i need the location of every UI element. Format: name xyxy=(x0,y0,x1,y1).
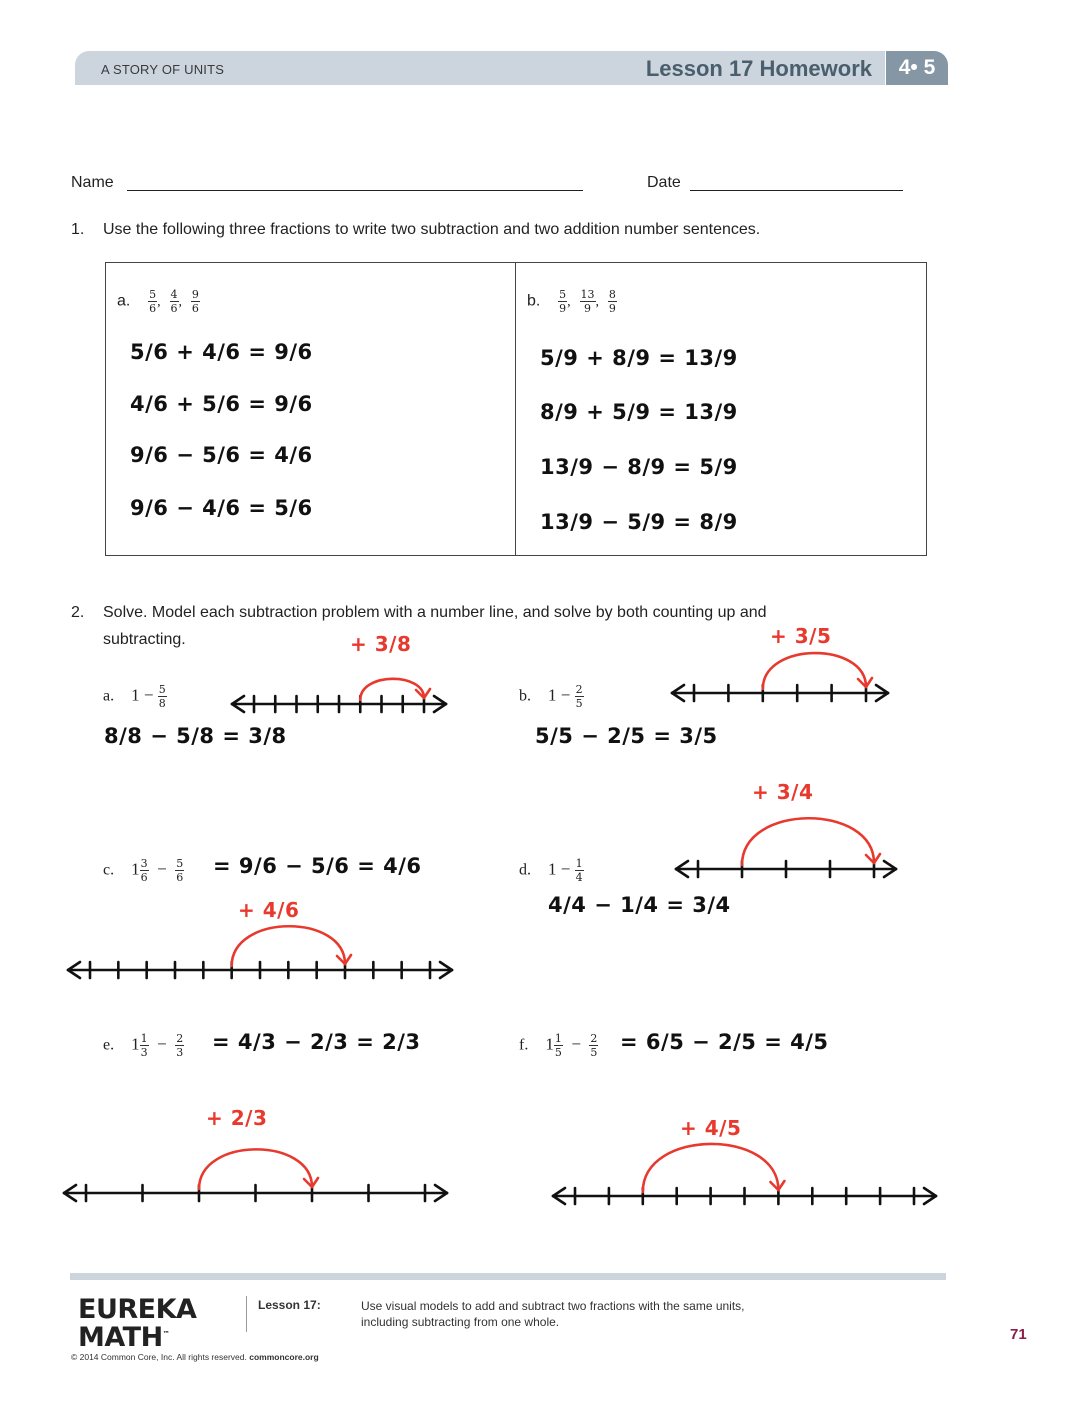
number-line-2c-arrow-left xyxy=(68,970,80,978)
date-label: Date xyxy=(647,174,681,191)
number-line-2b-arrow-right xyxy=(876,693,888,701)
number-line-2b-jump-arrowhead xyxy=(858,679,866,687)
number-line-2e-jump-arrowhead xyxy=(312,1178,318,1187)
hw-1b-line1: 5/9 + 8/9 = 13/9 xyxy=(540,346,738,370)
number-line-2e-arrow-left xyxy=(64,1193,76,1201)
hw-2f-answer: = 6/5 − 2/5 = 4/5 xyxy=(620,1030,829,1054)
footer-lesson-description: Use visual models to add and subtract two fractions with the same units, including subtracting from one whole. xyxy=(361,1299,745,1329)
problem2-instruction-2: subtracting. xyxy=(103,631,186,648)
hw-1a-line1: 5/6 + 4/6 = 9/6 xyxy=(130,340,313,364)
part-a-label: a. xyxy=(117,292,131,310)
problem2e-expression: e. 1 $\frac{1}{3}$ − $\frac{2}{3}$ xyxy=(103,1032,184,1059)
number-line-2c-jump-arc xyxy=(232,926,345,966)
number-line-2a-arrow-right xyxy=(434,704,446,712)
number-line-2b-jump-arrowhead xyxy=(866,678,872,687)
number-line-2a-jump-arrowhead xyxy=(416,690,424,698)
footer-lesson-label: Lesson 17: xyxy=(258,1298,321,1312)
hw-1b-line2: 8/9 + 5/9 = 13/9 xyxy=(540,400,738,424)
number-line-2d-jump-arrowhead xyxy=(866,855,874,863)
number-line-2b-arrow-left xyxy=(672,693,684,701)
name-field[interactable] xyxy=(127,190,583,191)
number-line-2f-arrow-right xyxy=(924,1188,936,1196)
number-line-2d-arrow-left xyxy=(676,861,688,869)
number-line-2c-arrow-right xyxy=(440,970,452,978)
hw-2c-jump: + 4/6 xyxy=(238,898,300,922)
number-line-2c-arrow-left xyxy=(68,962,80,970)
eureka-math-logo: EUREKA MATH™ xyxy=(78,1294,197,1353)
number-line-2a-jump-arc xyxy=(360,679,424,700)
problem1-instruction: Use the following three fractions to write two subtraction and two addition number sentences. xyxy=(103,221,761,238)
hw-2d-answer: 4/4 − 1/4 = 3/4 xyxy=(548,893,731,917)
number-line-2f-arrow-right xyxy=(924,1196,936,1204)
hw-2f-jump: + 4/5 xyxy=(680,1116,742,1140)
number-line-2b-arrow-left xyxy=(672,685,684,693)
page-number: 71 xyxy=(1010,1326,1027,1343)
number-line-2e-arrow-right xyxy=(435,1193,447,1201)
number-line-2c-jump-arrowhead xyxy=(345,955,351,964)
hw-1a-line2: 4/6 + 5/6 = 9/6 xyxy=(130,392,313,416)
hw-1a-line4: 9/6 − 4/6 = 5/6 xyxy=(130,496,313,520)
number-line-2d-arrow-left xyxy=(676,869,688,877)
hw-1b-line4: 13/9 − 5/9 = 8/9 xyxy=(540,510,738,534)
problem2d-expression: d. 1 − $\frac{1}{4}$ xyxy=(519,857,583,884)
number-line-2d-jump-arrowhead xyxy=(874,854,880,863)
date-field[interactable] xyxy=(690,190,903,191)
number-line-2f-arrow-left xyxy=(553,1188,565,1196)
number-line-2e-arrow-left xyxy=(64,1185,76,1193)
number-line-2a-jump-arrowhead xyxy=(424,689,430,698)
copyright: © 2014 Common Core, Inc. All rights reserved. commoncore.org xyxy=(71,1352,319,1362)
number-line-2f-jump-arc xyxy=(643,1144,779,1192)
number-line-2f-jump-arrowhead xyxy=(778,1181,784,1190)
number-line-2d-jump-arc xyxy=(742,818,874,865)
grade-module-badge: 4• 5 xyxy=(886,51,948,85)
lesson-title: Lesson 17 Homework xyxy=(645,56,872,81)
hw-2a-jump: + 3/8 xyxy=(350,632,412,656)
hw-2b-answer: 5/5 − 2/5 = 3/5 xyxy=(535,724,718,748)
number-line-2c-jump-arrowhead xyxy=(337,956,345,964)
problem2a-expression: a. 1 − $\frac{5}{8}$ xyxy=(103,683,166,710)
number-line-2f-jump-arrowhead xyxy=(770,1182,778,1190)
number-line-2d-arrow-right xyxy=(884,861,896,869)
hw-2e-jump: + 2/3 xyxy=(206,1106,268,1130)
number-line-2e-jump-arrowhead xyxy=(304,1179,312,1187)
number-line-2f-arrow-left xyxy=(553,1196,565,1204)
problem1b-fractions: b. $\frac{5}{9}$ , $\frac{13}{9}$ , $\frac{8}{9}$ xyxy=(527,288,616,315)
footer-divider xyxy=(246,1296,247,1332)
hw-1a-line3: 9/6 − 5/6 = 4/6 xyxy=(130,443,313,467)
number-line-2b-jump-arc xyxy=(763,653,866,689)
number-line-2e-arrow-right xyxy=(435,1185,447,1193)
problem2-instruction-1: Solve. Model each subtraction problem with a number line, and solve by both counting up and xyxy=(103,604,767,621)
problem1-number: 1. xyxy=(71,221,85,238)
hw-1b-line3: 13/9 − 8/9 = 5/9 xyxy=(540,455,738,479)
hw-2d-jump: + 3/4 xyxy=(752,780,814,804)
table-divider xyxy=(515,262,516,556)
hw-2c-answer: = 9/6 − 5/6 = 4/6 xyxy=(213,854,422,878)
number-line-2b-arrow-right xyxy=(876,685,888,693)
problem2c-expression: c. 1 $\frac{3}{6}$ − $\frac{5}{6}$ xyxy=(103,857,184,884)
number-line-2d-arrow-right xyxy=(884,869,896,877)
hw-2a-answer: 8/8 − 5/8 = 3/8 xyxy=(104,724,287,748)
hw-2e-answer: = 4/3 − 2/3 = 2/3 xyxy=(212,1030,421,1054)
number-line-2c-arrow-right xyxy=(440,962,452,970)
number-line-2a-arrow-left xyxy=(232,704,244,712)
footer-bar xyxy=(70,1273,946,1280)
problem2f-expression: f. 1 $\frac{1}{5}$ − $\frac{2}{5}$ xyxy=(519,1032,598,1059)
series-title: A STORY OF UNITS xyxy=(101,62,225,77)
hw-2b-jump: + 3/5 xyxy=(770,624,832,648)
problem2b-expression: b. 1 − $\frac{2}{5}$ xyxy=(519,683,583,710)
number-line-2a-arrow-left xyxy=(232,696,244,704)
part-b-label: b. xyxy=(527,292,541,310)
number-line-2e-jump-arc xyxy=(199,1149,312,1189)
number-line-2a-arrow-right xyxy=(434,696,446,704)
problem1a-fractions: a. $\frac{5}{6}$ , $\frac{4}{6}$ , $\frac{9}{6}$ xyxy=(117,288,199,315)
problem2-number: 2. xyxy=(71,604,85,621)
name-label: Name xyxy=(71,174,114,191)
